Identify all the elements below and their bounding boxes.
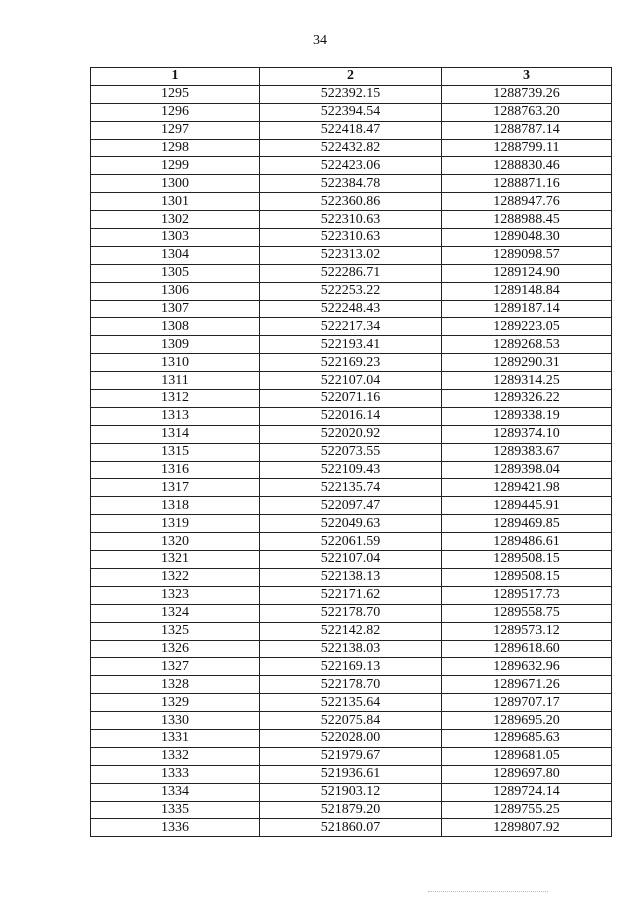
table-cell-col-2: 522313.02	[260, 246, 442, 264]
table-cell-col-1: 1324	[91, 604, 260, 622]
table-cell-col-1: 1298	[91, 139, 260, 157]
table-row	[91, 443, 612, 461]
table-cell-col-2: 522049.63	[260, 515, 442, 533]
table-cell-col-3: 1289187.14	[442, 300, 612, 318]
table-cell-col-1: 1297	[91, 121, 260, 139]
table-row	[91, 497, 612, 515]
table-cell-col-1: 1301	[91, 193, 260, 211]
table-cell-col-1: 1306	[91, 282, 260, 300]
table-cell-col-1: 1309	[91, 336, 260, 354]
table-cell-col-2: 522310.63	[260, 229, 442, 247]
table-cell-col-2: 522073.55	[260, 443, 442, 461]
table-row	[91, 640, 612, 658]
table-row	[91, 300, 612, 318]
table-row	[91, 694, 612, 712]
table-cell-col-2: 522394.54	[260, 103, 442, 121]
table-cell-col-2: 522135.64	[260, 694, 442, 712]
table-row	[91, 479, 612, 497]
table-row	[91, 157, 612, 175]
table-cell-col-2: 522392.15	[260, 85, 442, 103]
table-row	[91, 819, 612, 837]
header-row	[91, 68, 612, 86]
table-body	[91, 85, 612, 836]
table-cell-col-1: 1295	[91, 85, 260, 103]
table-cell-col-2: 522075.84	[260, 712, 442, 730]
table-cell-col-1: 1321	[91, 551, 260, 569]
table-row	[91, 229, 612, 247]
table-cell-col-1: 1326	[91, 640, 260, 658]
column-header-3: 3	[442, 68, 612, 86]
table-cell-col-2: 522020.92	[260, 425, 442, 443]
table-cell-col-2: 522107.04	[260, 372, 442, 390]
table-cell-col-2: 522138.03	[260, 640, 442, 658]
table-cell-col-1: 1312	[91, 390, 260, 408]
table-cell-col-1: 1331	[91, 729, 260, 747]
table-cell-col-3: 1288947.76	[442, 193, 612, 211]
table-row	[91, 676, 612, 694]
table-cell-col-3: 1289573.12	[442, 622, 612, 640]
table-row	[91, 783, 612, 801]
table-cell-col-3: 1289671.26	[442, 676, 612, 694]
table-row	[91, 318, 612, 336]
page-number: 34	[313, 33, 327, 48]
table-cell-col-2: 521979.67	[260, 747, 442, 765]
table-cell-col-1: 1332	[91, 747, 260, 765]
table-row	[91, 175, 612, 193]
table-cell-col-1: 1308	[91, 318, 260, 336]
table-cell-col-2: 522248.43	[260, 300, 442, 318]
table-cell-col-3: 1288763.20	[442, 103, 612, 121]
table-row	[91, 336, 612, 354]
table-cell-col-3: 1289697.80	[442, 765, 612, 783]
table-cell-col-3: 1289098.57	[442, 246, 612, 264]
table-row	[91, 407, 612, 425]
scan-artifact-line	[428, 891, 548, 893]
table-cell-col-3: 1289374.10	[442, 425, 612, 443]
table-cell-col-1: 1296	[91, 103, 260, 121]
table-row	[91, 747, 612, 765]
table-cell-col-3: 1289383.67	[442, 443, 612, 461]
table-cell-col-2: 522138.13	[260, 568, 442, 586]
table-row	[91, 658, 612, 676]
table-cell-col-1: 1316	[91, 461, 260, 479]
table-row	[91, 515, 612, 533]
table-cell-col-1: 1310	[91, 354, 260, 372]
table-cell-col-2: 522109.43	[260, 461, 442, 479]
table-row	[91, 139, 612, 157]
table-cell-col-1: 1313	[91, 407, 260, 425]
table-cell-col-3: 1289421.98	[442, 479, 612, 497]
table-row	[91, 211, 612, 229]
table-row	[91, 729, 612, 747]
table-row	[91, 533, 612, 551]
table-cell-col-3: 1289632.96	[442, 658, 612, 676]
table-cell-col-3: 1289681.05	[442, 747, 612, 765]
table-row	[91, 425, 612, 443]
table-cell-col-2: 522217.34	[260, 318, 442, 336]
table-cell-col-2: 522193.41	[260, 336, 442, 354]
table-cell-col-1: 1328	[91, 676, 260, 694]
table-cell-col-1: 1336	[91, 819, 260, 837]
table-cell-col-3: 1289223.05	[442, 318, 612, 336]
table-cell-col-1: 1333	[91, 765, 260, 783]
table-row	[91, 586, 612, 604]
table-cell-col-1: 1330	[91, 712, 260, 730]
table-row	[91, 264, 612, 282]
table-cell-col-3: 1289124.90	[442, 264, 612, 282]
table-cell-col-3: 1289326.22	[442, 390, 612, 408]
table-row	[91, 354, 612, 372]
table-cell-col-3: 1289508.15	[442, 551, 612, 569]
table-cell-col-2: 522061.59	[260, 533, 442, 551]
table-cell-col-1: 1314	[91, 425, 260, 443]
table-cell-col-1: 1318	[91, 497, 260, 515]
table-row	[91, 103, 612, 121]
table-cell-col-3: 1289314.25	[442, 372, 612, 390]
table-cell-col-3: 1288739.26	[442, 85, 612, 103]
table-cell-col-1: 1299	[91, 157, 260, 175]
table-cell-col-2: 521860.07	[260, 819, 442, 837]
table-cell-col-2: 522178.70	[260, 676, 442, 694]
table-cell-col-1: 1303	[91, 229, 260, 247]
table-cell-col-2: 521879.20	[260, 801, 442, 819]
table-cell-col-3: 1289148.84	[442, 282, 612, 300]
table-cell-col-2: 522169.13	[260, 658, 442, 676]
table-row	[91, 551, 612, 569]
table-cell-col-3: 1289695.20	[442, 712, 612, 730]
table-cell-col-2: 522142.82	[260, 622, 442, 640]
table-cell-col-3: 1289469.85	[442, 515, 612, 533]
table-cell-col-2: 522135.74	[260, 479, 442, 497]
table-row	[91, 85, 612, 103]
table-cell-col-2: 521903.12	[260, 783, 442, 801]
table-row	[91, 282, 612, 300]
table-cell-col-1: 1322	[91, 568, 260, 586]
coordinates-table	[90, 67, 612, 837]
table-row	[91, 604, 612, 622]
table-cell-col-3: 1288787.14	[442, 121, 612, 139]
table-cell-col-2: 522028.00	[260, 729, 442, 747]
table-cell-col-2: 522423.06	[260, 157, 442, 175]
table-row	[91, 712, 612, 730]
table-cell-col-3: 1288871.16	[442, 175, 612, 193]
table-row	[91, 372, 612, 390]
table-header	[91, 68, 612, 86]
column-header-2: 2	[260, 68, 442, 86]
table-cell-col-1: 1329	[91, 694, 260, 712]
table-cell-col-1: 1320	[91, 533, 260, 551]
table-cell-col-2: 522253.22	[260, 282, 442, 300]
table-cell-col-2: 522360.86	[260, 193, 442, 211]
table-row	[91, 801, 612, 819]
table-cell-col-1: 1302	[91, 211, 260, 229]
table-cell-col-3: 1288988.45	[442, 211, 612, 229]
table-cell-col-2: 522169.23	[260, 354, 442, 372]
table-cell-col-3: 1289268.53	[442, 336, 612, 354]
table-cell-col-2: 522016.14	[260, 407, 442, 425]
table-cell-col-2: 522384.78	[260, 175, 442, 193]
table-cell-col-3: 1289807.92	[442, 819, 612, 837]
table-cell-col-1: 1315	[91, 443, 260, 461]
table-cell-col-1: 1300	[91, 175, 260, 193]
table-cell-col-1: 1305	[91, 264, 260, 282]
table-cell-col-2: 522071.16	[260, 390, 442, 408]
table-cell-col-3: 1289558.75	[442, 604, 612, 622]
table-cell-col-3: 1289290.31	[442, 354, 612, 372]
table-cell-col-2: 522171.62	[260, 586, 442, 604]
table-cell-col-1: 1307	[91, 300, 260, 318]
table-cell-col-1: 1311	[91, 372, 260, 390]
table-row	[91, 568, 612, 586]
table-cell-col-1: 1327	[91, 658, 260, 676]
table-cell-col-3: 1288799.11	[442, 139, 612, 157]
table-cell-col-1: 1317	[91, 479, 260, 497]
table-cell-col-3: 1289517.73	[442, 586, 612, 604]
table-row	[91, 246, 612, 264]
table-row	[91, 622, 612, 640]
table-cell-col-3: 1289486.61	[442, 533, 612, 551]
table-cell-col-3: 1289618.60	[442, 640, 612, 658]
table-cell-col-3: 1289508.15	[442, 568, 612, 586]
table-cell-col-1: 1304	[91, 246, 260, 264]
table-cell-col-3: 1289685.63	[442, 729, 612, 747]
table-row	[91, 765, 612, 783]
table-cell-col-2: 522310.63	[260, 211, 442, 229]
table-row	[91, 461, 612, 479]
table-cell-col-2: 522097.47	[260, 497, 442, 515]
table-cell-col-3: 1289755.25	[442, 801, 612, 819]
table-cell-col-3: 1289707.17	[442, 694, 612, 712]
table-cell-col-1: 1335	[91, 801, 260, 819]
table-cell-col-3: 1289398.04	[442, 461, 612, 479]
table-row	[91, 193, 612, 211]
table-cell-col-2: 522178.70	[260, 604, 442, 622]
table-cell-col-3: 1289445.91	[442, 497, 612, 515]
table-cell-col-1: 1319	[91, 515, 260, 533]
table-row	[91, 390, 612, 408]
table-cell-col-2: 521936.61	[260, 765, 442, 783]
table-cell-col-2: 522286.71	[260, 264, 442, 282]
table-cell-col-1: 1323	[91, 586, 260, 604]
table-cell-col-2: 522418.47	[260, 121, 442, 139]
table-cell-col-1: 1325	[91, 622, 260, 640]
table-row	[91, 121, 612, 139]
table-cell-col-3: 1289338.19	[442, 407, 612, 425]
table-cell-col-2: 522432.82	[260, 139, 442, 157]
column-header-1: 1	[91, 68, 260, 86]
table-cell-col-2: 522107.04	[260, 551, 442, 569]
table-cell-col-3: 1289048.30	[442, 229, 612, 247]
table-cell-col-3: 1288830.46	[442, 157, 612, 175]
table-cell-col-1: 1334	[91, 783, 260, 801]
table-cell-col-3: 1289724.14	[442, 783, 612, 801]
